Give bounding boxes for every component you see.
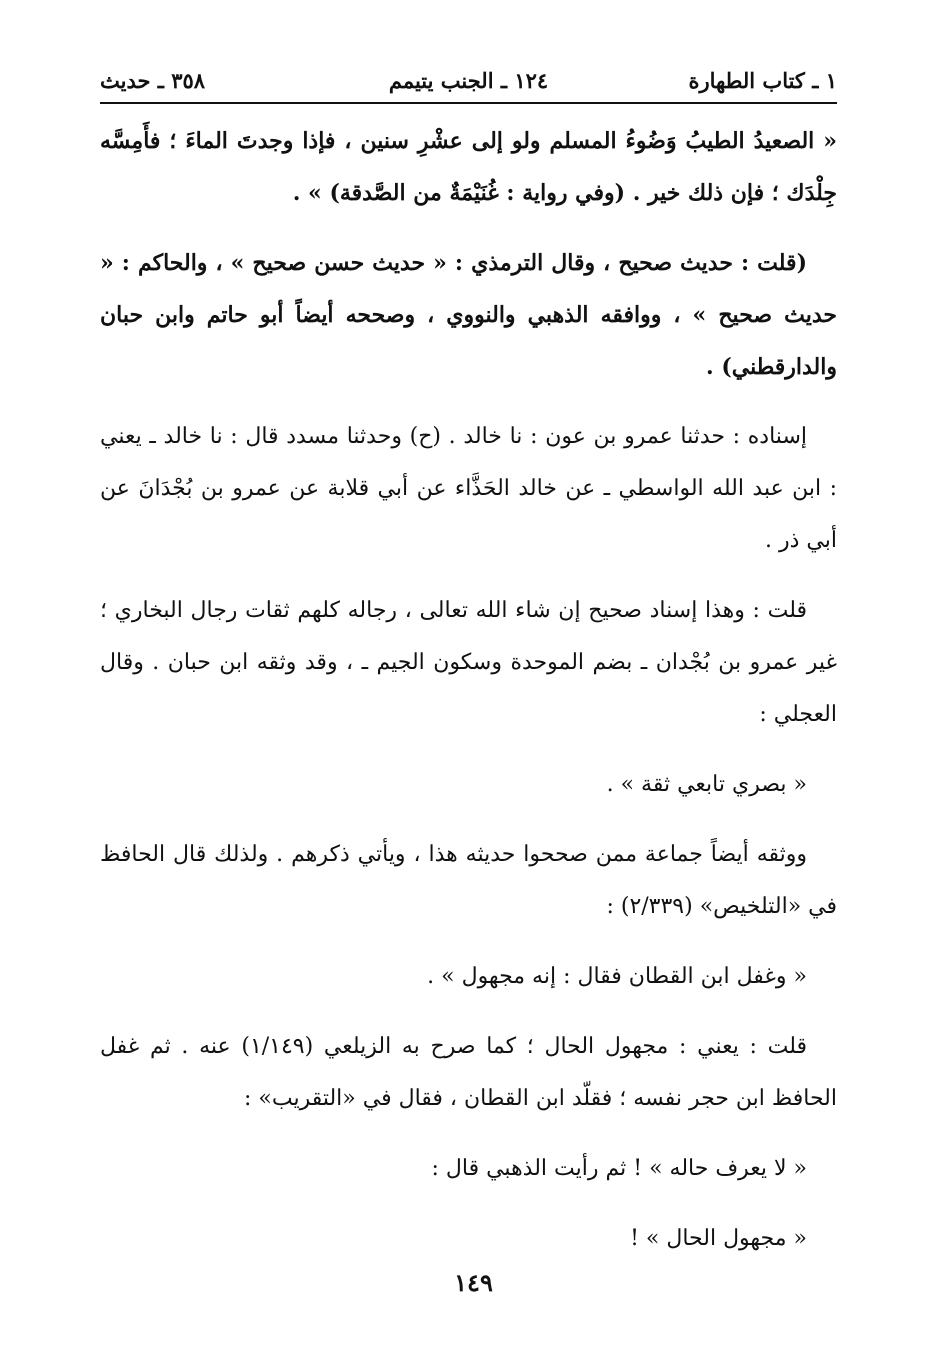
isnad-paragraph: إسناده : حدثنا عمرو بن عون : نا خالد . (ح) وحدثنا مسدد قال : نا خالد ـ يعني : ابن عبد الله الواسطي ـ عن خالد الحَذَّاء عن أبي قلابة عن عمرو بن بُجْدَانَ عن أبي ذر .	[100, 424, 837, 553]
header-section-title: ١٢٤ ـ الجنب يتيمم	[388, 68, 549, 93]
header-divider	[100, 102, 837, 104]
grading-note: (قلت : حديث صحيح ، وقال الترمذي : « حديث حسن صحيح » ، والحاكم : « حديث صحيح » ، ووافقه الذهبي والنووي ، وصححه أيضاً أبو حاتم وابن حبان والدارقطني) .	[100, 250, 837, 380]
page-number: ١٤٩	[454, 1268, 493, 1297]
hadith-text: « الصعيدُ الطيبُ وَضُوءُ المسلم ولو إلى عشْرِ سنين ، فإذا وجدتَ الماءَ ؛ فأَمِسَّه جِلْدَك ؛ فإن ذلك خير . (وفي رواية : غُنَيْمَةٌ من الصَّدقة) » .	[100, 128, 837, 206]
running-header	[100, 62, 837, 102]
quote-dhahabi: « مجهول الحال » !	[630, 1226, 807, 1251]
page-body	[100, 115, 837, 1283]
quote-taqrib: « لا يعرف حاله » ! ثم رأيت الذهبي قال :	[431, 1156, 807, 1181]
header-hadith-number: ٣٥٨ ـ حديث	[100, 68, 206, 93]
commentary-paragraph: قلت : يعني : مجهول الحال ؛ كما صرح به الزيلعي (١/١٤٩) عنه . ثم غفل الحافظ ابن حجر نفسه ؛ فقلّد ابن القطان ، فقال في «التقريب» :	[100, 1034, 837, 1111]
commentary-paragraph: ووثقه أيضاً جماعة ممن صححوا حديثه هذا ، ويأتي ذكرهم . ولذلك قال الحافظ في «التلخيص» (٢/٣٣٩) :	[100, 842, 837, 919]
header-chapter-title: ١ ـ كتاب الطهارة	[688, 68, 837, 93]
quote-ijli: « بصري تابعي ثقة » .	[606, 772, 807, 797]
quote-talkhis: « وغفل ابن القطان فقال : إنه مجهول » .	[427, 964, 807, 989]
commentary-paragraph: قلت : وهذا إسناد صحيح إن شاء الله تعالى ، رجاله كلهم ثقات رجال البخاري ؛ غير عمرو بن بُجْدان ـ بضم الموحدة وسكون الجيم ـ ، وقد وثقه ابن حبان . وقال العجلي :	[100, 598, 837, 727]
